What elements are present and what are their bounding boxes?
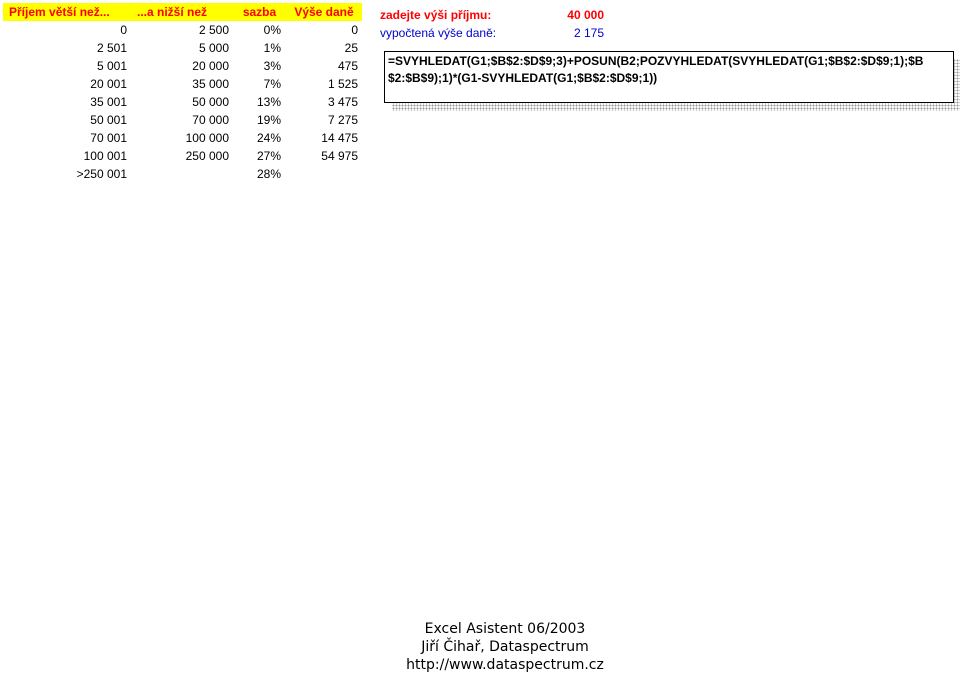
cell-to[interactable]: [131, 165, 233, 183]
cell-to[interactable]: 35 000: [192, 77, 229, 91]
cell-from[interactable]: 70 001: [90, 131, 127, 145]
table-header-row: [3, 3, 362, 21]
tax-result-row: [380, 24, 610, 42]
credits-author: Jiří Čihař, Dataspectrum: [421, 639, 589, 655]
tax-result-label: vypočtená výše daně:: [380, 26, 497, 40]
income-input-cell[interactable]: 40 000: [567, 8, 604, 22]
credits-title: Excel Asistent 06/2003: [424, 621, 586, 637]
cell-rate[interactable]: 1%: [263, 41, 281, 55]
tax-calculator: [380, 6, 610, 42]
cell-to[interactable]: 5 000: [198, 41, 229, 55]
table-row: [3, 111, 362, 129]
cell-to[interactable]: 20 000: [192, 59, 229, 73]
cell-from[interactable]: 0: [120, 23, 127, 37]
cell-rate[interactable]: 28%: [256, 167, 281, 181]
cell-tax[interactable]: 0: [351, 23, 358, 37]
cell-from[interactable]: 20 001: [90, 77, 127, 91]
tax-result-cell[interactable]: 2 175: [573, 26, 604, 40]
table-row: [3, 165, 362, 183]
table-row: [3, 21, 362, 39]
cell-from[interactable]: 2 501: [96, 41, 127, 55]
cell-to[interactable]: 70 000: [192, 113, 229, 127]
cell-tax[interactable]: 25: [344, 41, 358, 55]
cell-tax[interactable]: 7 275: [327, 113, 358, 127]
header-tax[interactable]: Výše daně: [286, 3, 362, 21]
formula-callout: [384, 51, 954, 103]
income-input-label: zadejte výši příjmu:: [380, 8, 492, 22]
table-row: [3, 93, 362, 111]
cell-rate[interactable]: 0%: [263, 23, 281, 37]
tax-bracket-table: [3, 3, 362, 183]
credits-footer: [380, 620, 630, 673]
table-row: [3, 75, 362, 93]
cell-tax[interactable]: 14 475: [321, 131, 358, 145]
cell-tax[interactable]: 1 525: [327, 77, 358, 91]
table-row: [3, 147, 362, 165]
table-row: [3, 57, 362, 75]
cell-rate[interactable]: 24%: [256, 131, 281, 145]
cell-from[interactable]: 100 001: [83, 149, 127, 163]
cell-rate[interactable]: 3%: [263, 59, 281, 73]
cell-from[interactable]: >250 001: [76, 167, 127, 181]
formula-text[interactable]: =SVYHLEDAT(G1;$B$2:$D$9;3)+POSUN(B2;POZVYHLEDAT(SVYHLEDAT(G1;$B$2:$D$9;1);$B$2:$B$9);1)*(G1-SVYHLEDAT(G1;$B$2:$D$9;1)): [384, 51, 954, 103]
cell-to[interactable]: 100 000: [185, 131, 229, 145]
cell-tax[interactable]: 475: [337, 59, 358, 73]
cell-tax[interactable]: 3 475: [327, 95, 358, 109]
income-input-row: [380, 6, 610, 24]
header-income-from[interactable]: Příjem větší než...: [3, 3, 131, 21]
cell-to[interactable]: 2 500: [198, 23, 229, 37]
cell-from[interactable]: 5 001: [96, 59, 127, 73]
cell-rate[interactable]: 19%: [256, 113, 281, 127]
cell-from[interactable]: 35 001: [90, 95, 127, 109]
table-row: [3, 39, 362, 57]
cell-tax[interactable]: [286, 165, 362, 183]
cell-tax[interactable]: 54 975: [321, 149, 358, 163]
cell-rate[interactable]: 7%: [263, 77, 281, 91]
header-income-to[interactable]: ...a nižší než: [131, 3, 233, 21]
cell-rate[interactable]: 13%: [256, 95, 281, 109]
cell-rate[interactable]: 27%: [256, 149, 281, 163]
cell-from[interactable]: 50 001: [90, 113, 127, 127]
header-rate[interactable]: sazba: [233, 3, 286, 21]
table-row: [3, 129, 362, 147]
cell-to[interactable]: 50 000: [192, 95, 229, 109]
credits-url[interactable]: http://www.dataspectrum.cz: [406, 657, 604, 673]
cell-to[interactable]: 250 000: [185, 149, 229, 163]
